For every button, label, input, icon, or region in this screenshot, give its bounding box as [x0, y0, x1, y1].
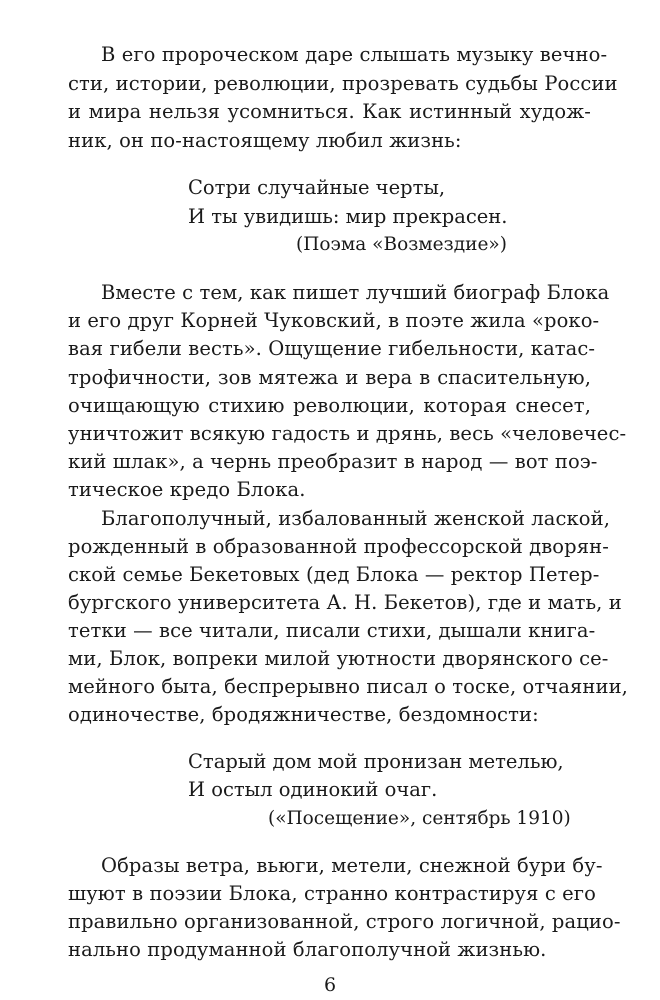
text-line: ми, Блок, вопреки милой уютности дворянского се- [68, 647, 609, 670]
text-line: В его пророческом даре слышать музыку вечно- [101, 43, 608, 66]
text-line: мейного быта, беспрерывно писал о тоске, отчаянии, [68, 675, 628, 698]
page-number: 6 [323, 974, 337, 996]
text-line: сти, истории, революции, прозревать судьбы России [68, 72, 618, 95]
text-line: правильно организованной, строго логичной, рацио- [68, 910, 621, 933]
text-line: тическое кредо Блока. [68, 478, 306, 501]
text-line: одиночестве, бродяжничестве, бездомности: [68, 703, 539, 726]
verse-line: И ты увидишь: мир прекрасен. [188, 205, 508, 228]
text-line: рожденный в образованной профессорской дворян- [68, 535, 609, 558]
text-line: Благополучный, избалованный женской лаской, [101, 507, 611, 530]
text-line: тетки — все читали, писали стихи, дышали книга- [68, 619, 596, 642]
text-line: очищающую стихию революции, которая снесет, [68, 394, 591, 417]
verse-line: И остыл одинокий очаг. [188, 778, 438, 801]
text-line: шуют в поэзии Блока, странно контрастируя с его [68, 882, 596, 905]
verse-source: (Поэма «Возмездие») [296, 234, 507, 255]
text-line: ник, он по-настоящему любил жизнь: [68, 129, 462, 152]
text-line: и его друг Корней Чуковский, в поэте жила «роко- [68, 309, 600, 332]
verse-line: Старый дом мой пронизан метелью, [188, 750, 564, 773]
text-line: Образы ветра, вьюги, метели, снежной бури бу- [101, 854, 603, 877]
text-line: Вместе с тем, как пишет лучший биограф Блока [101, 281, 610, 304]
text-line: уничтожит всякую гадость и дрянь, весь «человечес- [68, 422, 627, 445]
verse-line: Сотри случайные черты, [188, 176, 446, 199]
text-line: трофичности, зов мятежа и вера в спасительную, [68, 366, 591, 389]
verse-source: («Посещение», сентябрь 1910) [268, 808, 571, 829]
text-line: кий шлак», а чернь преобразит в народ — вот поэ- [68, 450, 598, 473]
text-line: ской семье Бекетовых (дед Блока — ректор Петер- [68, 563, 600, 586]
text-line: нально продуманной благополучной жизнью. [68, 938, 547, 961]
text-line: и мира нельзя усомниться. Как истинный худож- [68, 100, 591, 123]
text-line: бургского университета А. Н. Бекетов), где и мать, и [68, 591, 622, 614]
text-line: вая гибели весть». Ощущение гибельности, катас- [68, 337, 596, 360]
